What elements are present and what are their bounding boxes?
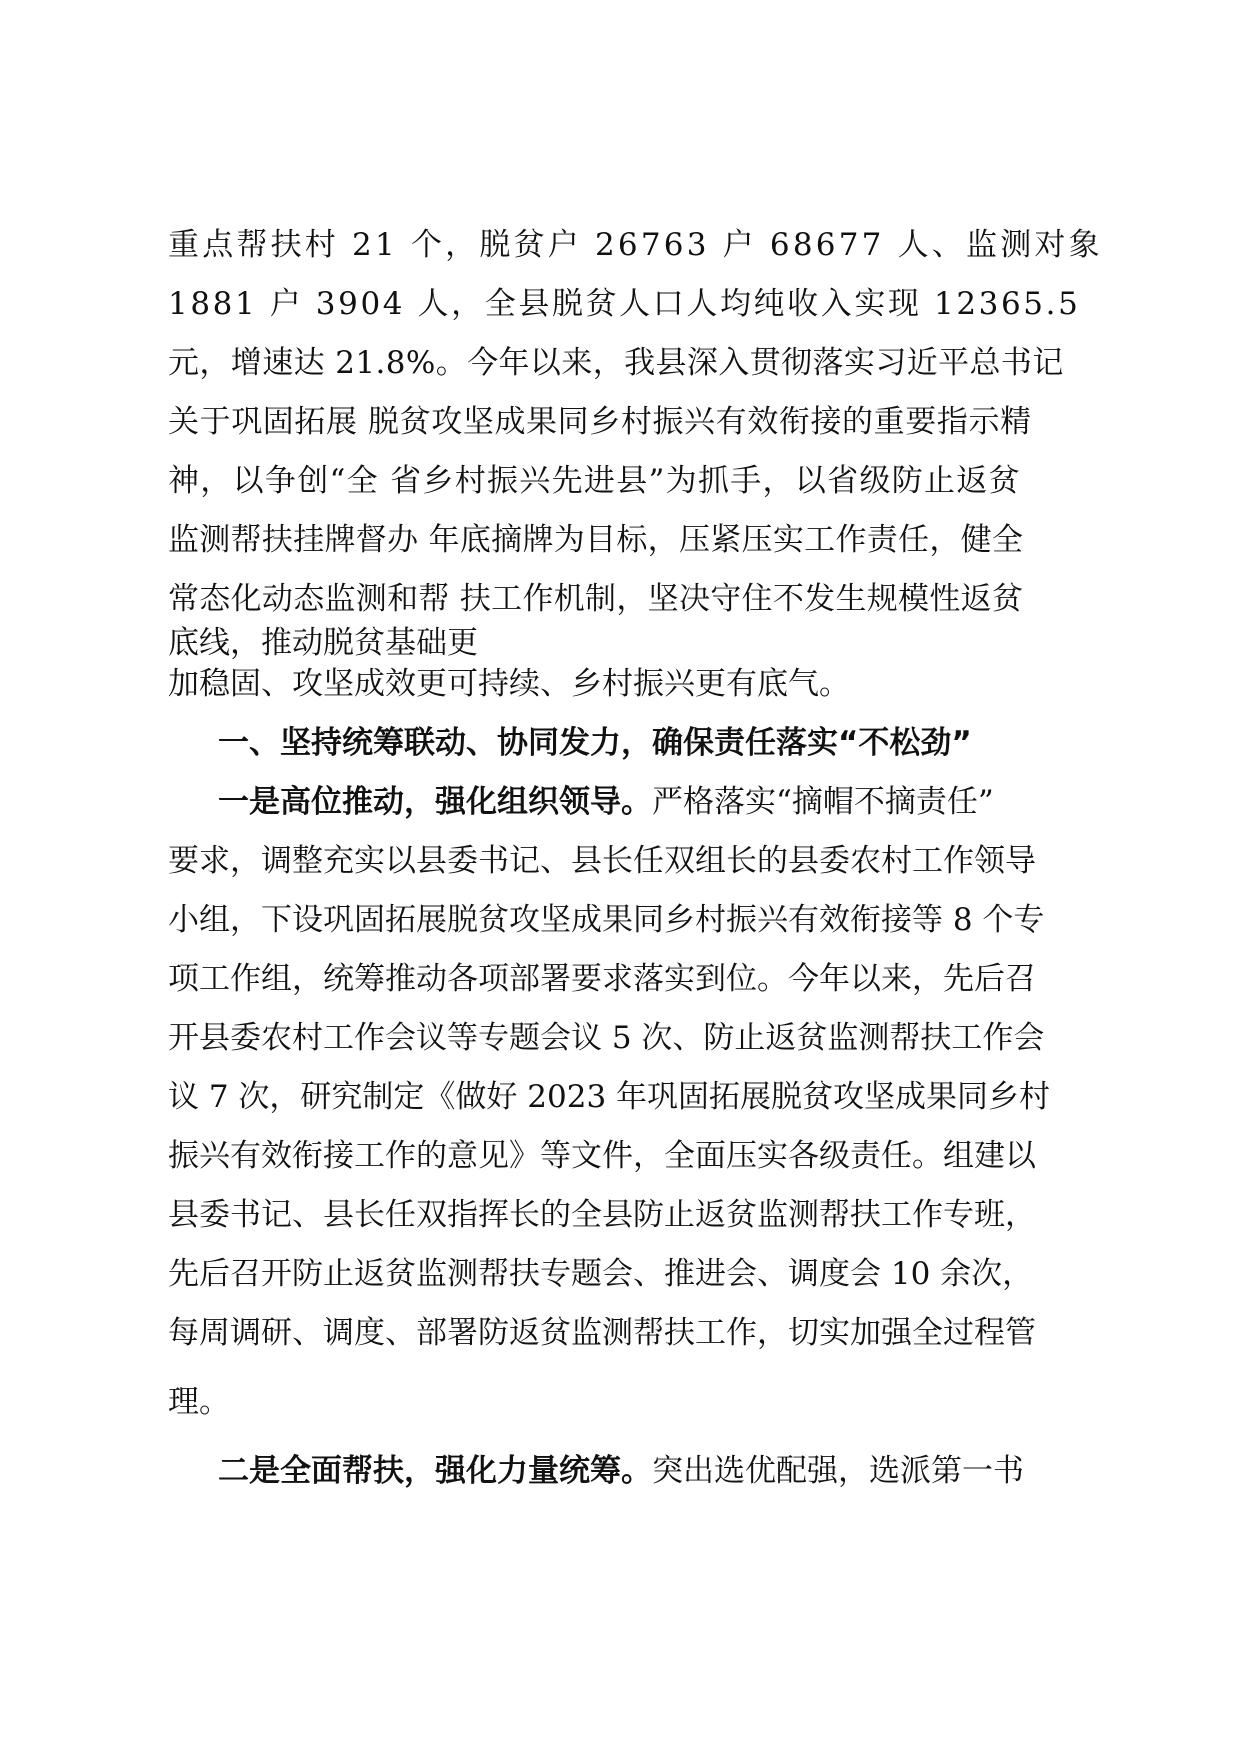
paragraph-first-line xyxy=(218,1448,1024,1494)
paragraph-first-line xyxy=(218,779,994,825)
body-text-line: 监测帮扶挂牌督办 年底摘牌为目标，压紧压实工作责任，健全 xyxy=(168,522,1024,558)
body-text-line: 议 7 次，研究制定《做好 2023 年巩固拓展脱贫攻坚成果同乡村 xyxy=(168,1079,1051,1115)
body-text-line: 振兴有效衔接工作的意见》等文件，全面压实各级责任。组建以 xyxy=(168,1138,1036,1174)
body-text-line: 加稳固、攻坚成效更可持续、乡村振兴更有底气。 xyxy=(168,666,850,702)
paragraph-lead-bold: 一是高位推动，强化组织领导。 xyxy=(218,784,652,820)
body-text-line: 项工作组，统筹推动各项部署要求落实到位。今年以来，先后召 xyxy=(168,961,1036,997)
body-text-line: 要求，调整充实以县委书记、县长任双组长的县委农村工作领导 xyxy=(168,843,1036,879)
body-text-line: 底线，推动脱贫基础更 xyxy=(168,625,478,661)
paragraph-lead-text: 突出选优配强，选派第一书 xyxy=(652,1453,1024,1489)
body-text-line: 先后召开防止返贫监测帮扶专题会、推进会、调度会 10 余次， xyxy=(168,1256,1034,1292)
body-text-line: 神，以争创“全 省乡村振兴先进县”为抓手，以省级防止返贫 xyxy=(168,463,1021,499)
body-text-line: 元，增速达 21.8%。今年以来，我县深入贯彻落实习近平总书记 xyxy=(168,345,1064,381)
section-heading: 一、坚持统筹联动、协同发力，确保责任落实“不松劲” xyxy=(218,725,972,761)
paragraph-lead-text: 严格落实“摘帽不摘责任” xyxy=(652,784,994,820)
body-text-line: 1881 户 3904 人，全县脱贫人口人均纯收入实现 12365.5 xyxy=(168,286,1081,322)
body-text-line: 小组，下设巩固拓展脱贫攻坚成果同乡村振兴有效衔接等 8 个专 xyxy=(168,902,1045,938)
body-text-line: 开县委农村工作会议等专题会议 5 次、防止返贫监测帮扶工作会 xyxy=(168,1020,1045,1056)
body-text-line: 理。 xyxy=(168,1384,230,1420)
body-text-line: 关于巩固拓展 脱贫攻坚成果同乡村振兴有效衔接的重要指示精 xyxy=(168,404,1032,440)
body-text-line: 重点帮扶村 21 个，脱贫户 26763 户 68677 人、监测对象 xyxy=(168,227,1103,263)
body-text-line: 每周调研、调度、部署防返贫监测帮扶工作，切实加强全过程管 xyxy=(168,1315,1036,1351)
body-text-line: 县委书记、县长任双指挥长的全县防止返贫监测帮扶工作专班， xyxy=(168,1197,1036,1233)
paragraph-lead-bold: 二是全面帮扶，强化力量统筹。 xyxy=(218,1453,652,1489)
body-text-line: 常态化动态监测和帮 扶工作机制，坚决守住不发生规模性返贫 xyxy=(168,581,1024,617)
